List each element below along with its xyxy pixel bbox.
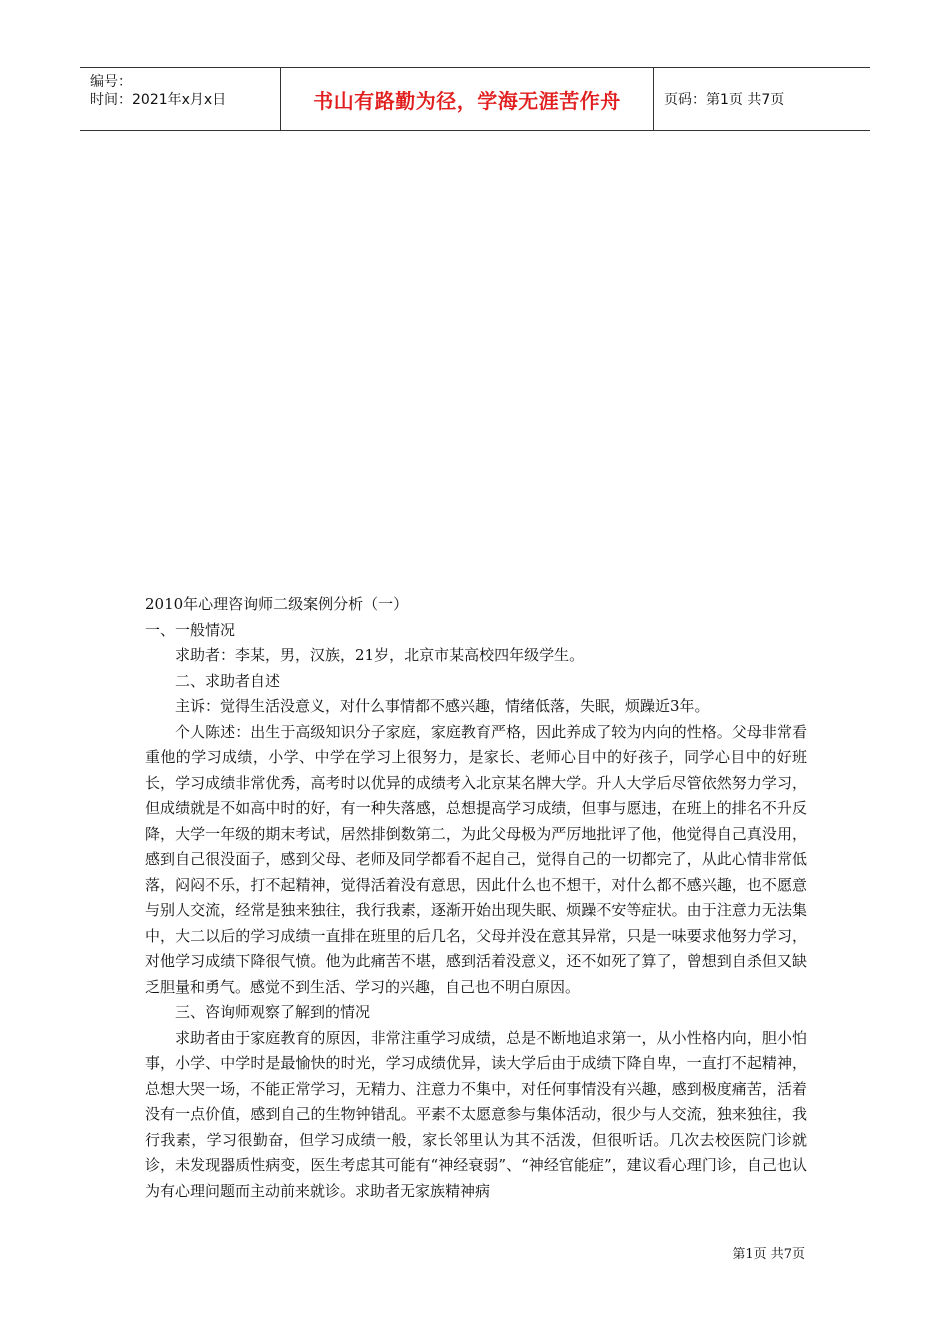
document-title: 2010年心理咨询师二级案例分析（一） [145, 595, 409, 613]
page-header [80, 67, 870, 131]
header-meta [80, 68, 281, 130]
chief-complaint: 主诉：觉得生活没意义，对什么事情都不感兴趣，情绪低落，失眠，烦躁近3年。 [175, 697, 710, 715]
observation-paragraph: 求助者由于家庭教育的原因，非常注重学习成绩，总是不断地追求第一，从小性格内向，胆小怕事，小学、中学时是最愉快的时光，学习成绩优异，读大学后由于成绩下降自卑，一直打不起精神，总想大哭一场，不能正常学习，无精力、注意力不集中，对任何事情没有兴趣，感到极度痛苦，活着没有一点价值，感到自己的生物钟错乱。平素不太愿意参与集体活动，很少与人交流，独来独往，我行我素，学习很勤奋，但学习成绩一般，家长邻里认为其不活泼，但很听话。几次去校医院门诊就诊，未发现器质性病变，医生考虑其可能有“神经衰弱”、“神经官能症”，建议看心理门诊，自己也认为有心理问题而主动前来就诊。求助者无家族精神病 [145, 1028, 807, 1200]
header-motto-cell [281, 68, 654, 130]
page-footer: 第1页 共7页 [732, 1247, 805, 1262]
section-heading-general: 一、一般情况 [145, 620, 236, 639]
section-heading-self-report: 二、求助者自述 [175, 671, 281, 690]
header-motto: 书山有路勤为径，学海无涯苦作舟 [313, 88, 621, 113]
header-page-info: 页码：第1页 共7页 [664, 92, 785, 108]
document-number-label: 编号： [90, 74, 132, 90]
document-body [145, 592, 807, 1204]
document-time-label: 时间：2021年x月x日 [90, 92, 227, 108]
personal-statement: 个人陈述：出生于高级知识分子家庭，家庭教育严格，因此养成了较为内向的性格。父母非常看重他的学习成绩，小学、中学在学习上很努力，是家长、老师心目中的好孩子，同学心目中的好班长，学习成绩非常优秀，高考时以优异的成绩考入北京某名牌大学。升人大学后尽管依然努力学习，但成绩就是不如高中时的好，有一种失落感，总想提高学习成绩，但事与愿违，在班上的排名不升反降，大学一年级的期末考试，居然排倒数第二，为此父母极为严厉地批评了他，他觉得自己真没用，感到自己很没面子，感到父母、老师及同学都看不起自己，觉得自己的一切都完了，从此心情非常低落，闷闷不乐，打不起精神，觉得活着没有意思，因此什么也不想干，对什么都不感兴趣，也不愿意与别人交流，经常是独来独往，我行我素，逐渐开始出现失眠、烦躁不安等症状。由于注意力无法集中，大二以后的学习成绩一直排在班里的后几名，父母并没在意其异常，只是一味要求他努力学习，对他学习成绩下降很气愤。他为此痛苦不堪，感到活着没意义，还不如死了算了，曾想到自杀但又缺乏胆量和勇气。感觉不到生活、学习的兴趣，自己也不明白原因。 [145, 722, 807, 996]
client-info: 求助者：李某，男，汉族，21岁，北京市某高校四年级学生。 [175, 646, 585, 664]
section-heading-observation: 三、咨询师观察了解到的情况 [175, 1003, 371, 1021]
